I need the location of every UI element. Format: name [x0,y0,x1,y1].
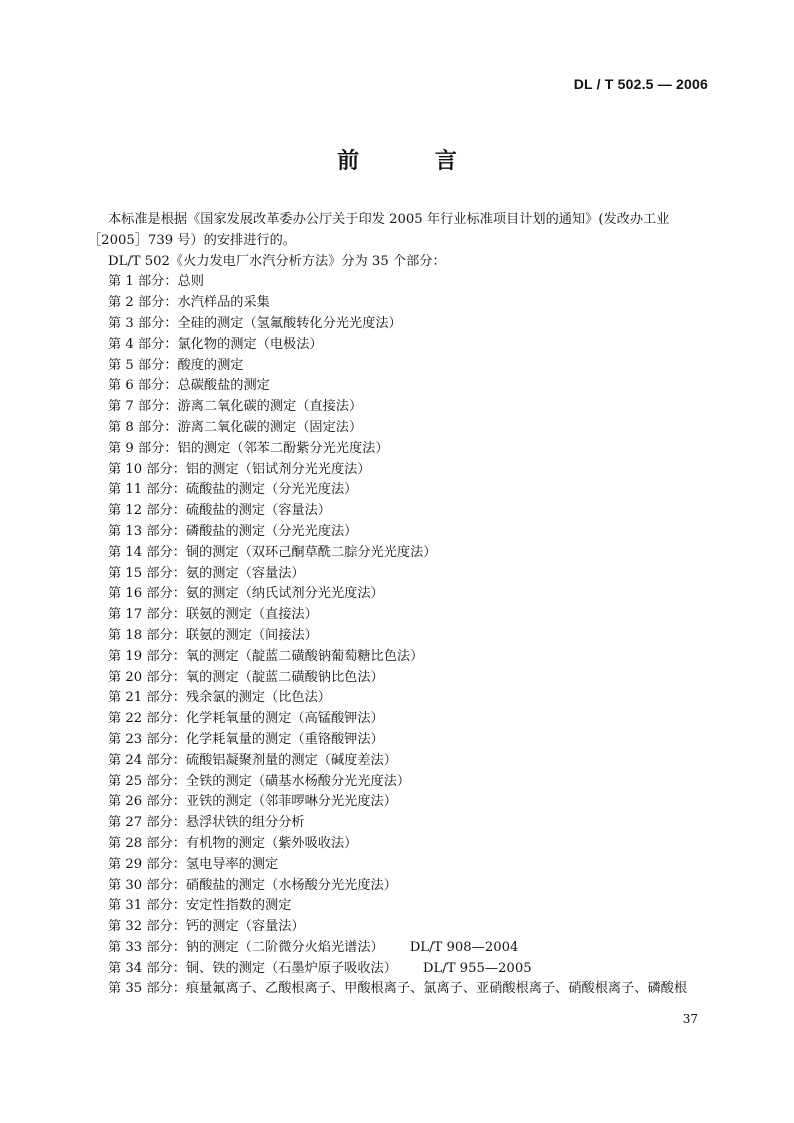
part-label: 第 2 部分： [108,295,178,311]
list-item [88,834,708,855]
page-number: 37 [682,1012,698,1026]
part-standard-reference: DL/T 955—2005 [422,960,532,976]
list-item [88,647,708,668]
list-item [88,876,708,897]
part-text: 铜、铁的测定（石墨炉原子吸收法） [185,960,397,976]
part-label: 第 13 部分： [108,523,186,539]
part-label: 第 23 部分： [108,731,186,747]
list-item [88,959,708,980]
part-text: 氧的测定（靛蓝二磺酸钠比色法） [185,669,384,685]
part-label: 第 22 部分： [108,711,186,727]
part-label: 第 15 部分： [108,565,186,581]
list-item [88,522,708,543]
list-item [88,480,708,501]
part-text: 游离二氧化碳的测定（固定法） [177,419,363,435]
list-item [88,356,708,377]
list-item [88,314,708,335]
part-label: 第 28 部分： [108,835,186,851]
list-item [88,397,708,418]
list-item [88,626,708,647]
part-label: 第 5 部分： [108,357,178,373]
part-text: 氨的测定（纳氏试剂分光光度法） [185,586,384,602]
list-item [88,439,708,460]
part-text: 氨的测定（容量法） [185,565,305,581]
part-text: 氢电导率的测定 [185,856,279,872]
part-text: 有机物的测定（紫外吸收法） [185,835,358,851]
part-text: 硫酸盐的测定（容量法） [185,503,331,519]
list-item [88,335,708,356]
part-text: 全硅的测定（氢氟酸转化分光光度法） [177,315,402,331]
list-item [88,564,708,585]
part-label: 第 24 部分： [108,752,186,768]
part-label: 第 30 部分： [108,877,186,893]
part-label: 第 10 部分： [108,461,186,477]
part-label: 第 17 部分： [108,607,186,623]
list-item [88,584,708,605]
part-label: 第 18 部分： [108,627,186,643]
part-text: 铝的测定（铝试剂分光光度法） [185,461,371,477]
part-text: 总碳酸盐的测定 [177,378,270,394]
part-label: 第 29 部分： [108,856,186,872]
part-label: 第 11 部分： [108,482,186,498]
part-label: 第 6 部分： [108,378,178,394]
list-item [88,460,708,481]
list-item [88,272,708,293]
part-label: 第 35 部分： [108,981,186,997]
part-label: 第 4 部分： [108,336,178,352]
part-text: 化学耗氧量的测定（重铬酸钾法） [185,731,384,747]
list-item [88,917,708,938]
part-text: 化学耗氧量的测定（高锰酸钾法） [185,711,384,727]
part-text: 氧的测定（靛蓝二磺酸钠葡萄糖比色法） [185,648,424,664]
part-text: 酸度的测定 [177,357,244,373]
part-label: 第 31 部分： [108,898,186,914]
part-label: 第 25 部分： [108,773,186,789]
part-label: 第 26 部分： [108,794,186,810]
part-text: 水汽样品的采集 [177,295,270,311]
list-item [88,813,708,834]
list-item [88,709,708,730]
page-title: 前 言 [337,149,491,174]
part-text: 钠的测定（二阶微分火焰光谱法） [185,939,384,955]
list-item [88,688,708,709]
part-text: 悬浮状铁的组分分析 [185,815,305,831]
part-label: 第 8 部分： [108,419,178,435]
part-text: 游离二氧化碳的测定（直接法） [177,399,363,415]
part-text: 硫酸盐的测定（分光光度法） [185,482,358,498]
part-label: 第 14 部分： [108,544,186,560]
part-text: 钙的测定（容量法） [185,919,305,935]
part-label: 第 7 部分： [108,399,178,415]
part-text: 硫酸铝凝聚剂量的测定（碱度差法） [185,752,397,768]
part-label: 第 32 部分： [108,919,186,935]
part-text: 氯化物的测定（电极法） [177,336,323,352]
list-item [88,543,708,564]
list-item [88,668,708,689]
part-label: 第 3 部分： [108,315,178,331]
part-label: 第 16 部分： [108,586,186,602]
part-text: 亚铁的测定（邻菲啰啉分光光度法） [185,794,397,810]
intro-paragraph-line-2: ［2005］739 号）的安排进行的。 [88,232,296,248]
list-item [88,605,708,626]
part-label: 第 9 部分： [108,440,178,456]
list-item [88,501,708,522]
part-text: 联氨的测定（间接法） [185,627,318,643]
document-body [88,210,708,1000]
part-label: 第 20 部分： [108,669,186,685]
list-item [88,979,708,1000]
part-label: 第 19 部分： [108,648,186,664]
list-item [88,938,708,959]
part-text: 总则 [177,274,204,290]
part-text: 安定性指数的测定 [185,898,292,914]
part-text: 痕量氟离子、乙酸根离子、甲酸根离子、氯离子、亚硝酸根离子、硝酸根离子、磷酸根 [185,981,688,997]
list-item [88,418,708,439]
list-item [88,293,708,314]
part-label: 第 34 部分： [108,960,186,976]
part-label: 第 1 部分： [108,274,178,290]
list-item [88,751,708,772]
parts-intro-paragraph: DL/T 502《火力发电厂水汽分析方法》分为 35 个部分： [108,253,446,269]
part-text: 铝的测定（邻苯二酚紫分光光度法） [177,440,389,456]
part-text: 铜的测定（双环己酮草酰二腙分光光度法） [185,544,437,560]
standard-code: DL / T 502.5 — 2006 [573,76,708,92]
part-standard-reference: DL/T 908—2004 [409,939,519,955]
parts-list [88,272,708,1000]
part-text: 硝酸盐的测定（水杨酸分光光度法） [185,877,397,893]
list-item [88,855,708,876]
list-item [88,730,708,751]
part-text: 磷酸盐的测定（分光光度法） [185,523,358,539]
part-label: 第 33 部分： [108,939,186,955]
list-item [88,792,708,813]
part-text: 联氨的测定（直接法） [185,607,318,623]
part-text: 全铁的测定（磺基水杨酸分光光度法） [185,773,411,789]
list-item [88,772,708,793]
list-item [88,376,708,397]
part-label: 第 27 部分： [108,815,186,831]
part-text: 残余氯的测定（比色法） [185,690,331,706]
part-label: 第 21 部分： [108,690,186,706]
list-item [88,896,708,917]
part-label: 第 12 部分： [108,503,186,519]
intro-paragraph-line-1: 本标准是根据《国家发展改革委办公厅关于印发 2005 年行业标准项目计划的通知》(发改办工业 [108,212,670,227]
